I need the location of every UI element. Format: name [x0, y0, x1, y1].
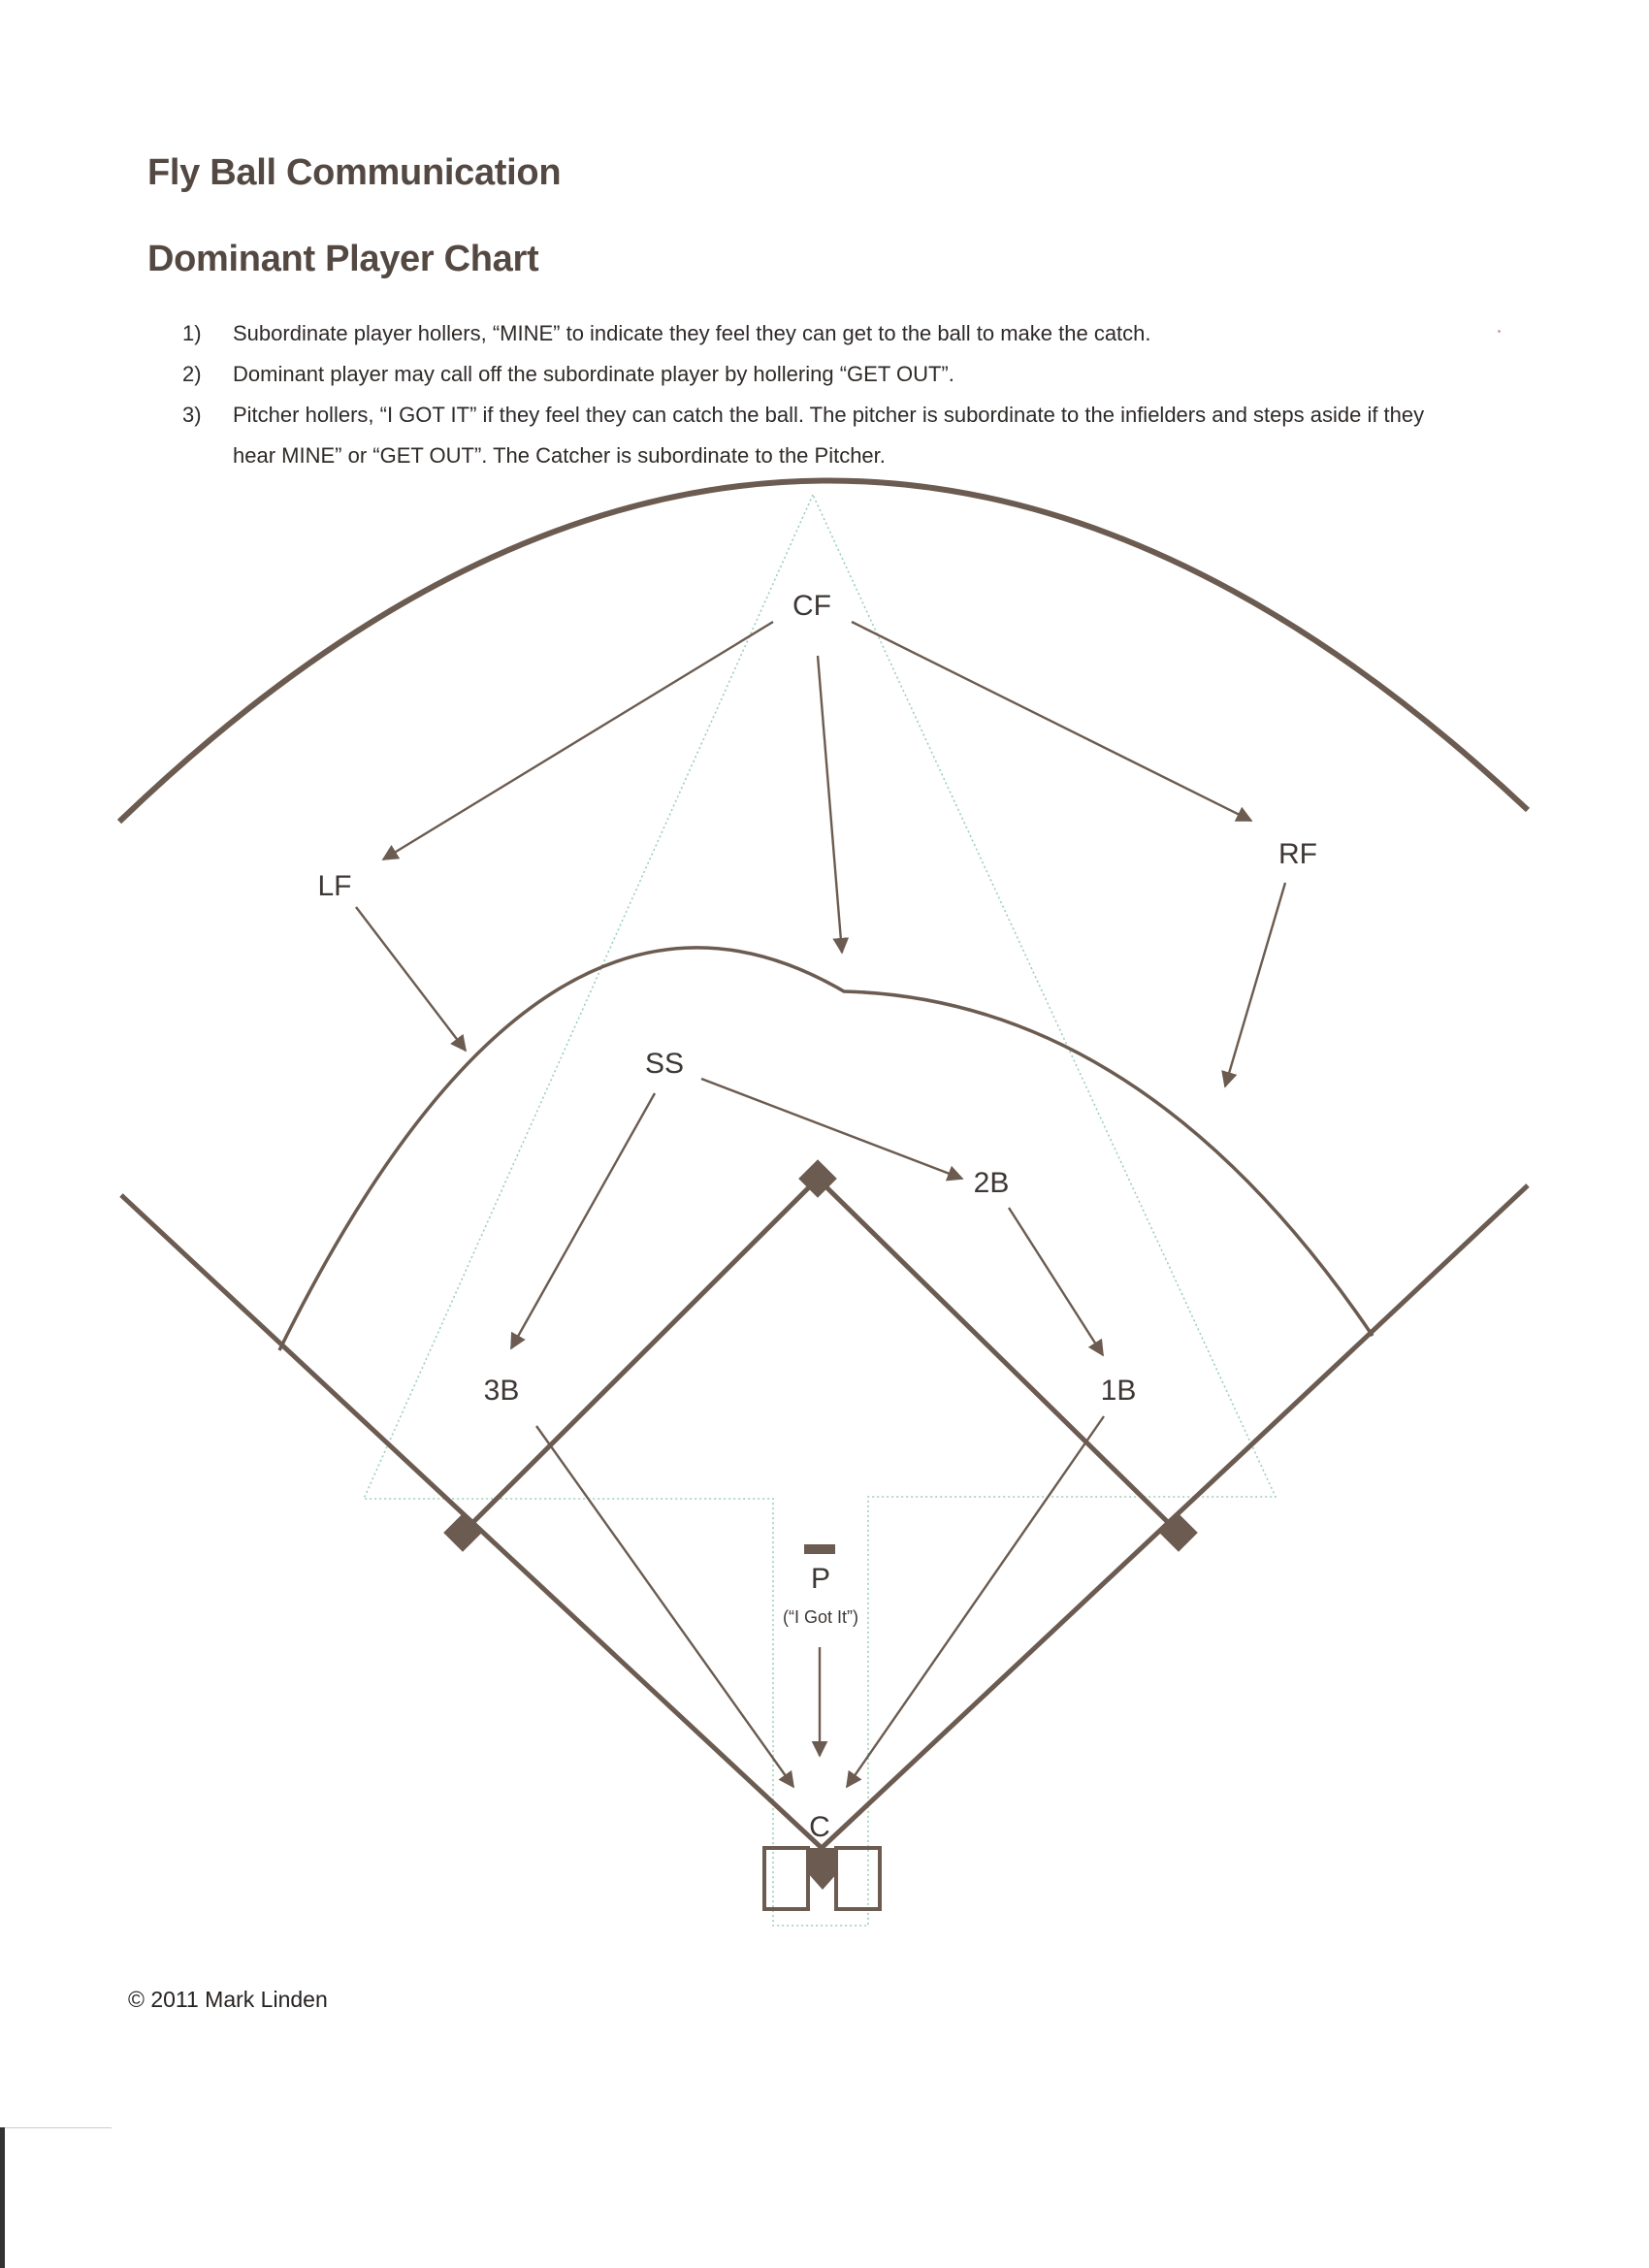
label-ss: SS: [644, 1048, 685, 1080]
arrow-2b-1b: [1009, 1208, 1103, 1355]
label-lf: LF: [317, 870, 352, 902]
rule-text: Dominant player may call off the subordinate player by hollering “GET OUT”.: [233, 362, 954, 386]
outfield-fence: [119, 480, 1528, 822]
scan-border-top: [5, 2127, 112, 2128]
label-c: C: [809, 1811, 830, 1843]
arrow-3b-c: [536, 1426, 793, 1787]
arrow-cf-lf: [383, 622, 773, 859]
arrow-ss-3b: [511, 1093, 655, 1348]
basepath-3b-2b: [463, 1179, 818, 1533]
document-subtitle: Dominant Player Chart: [147, 239, 539, 279]
rule-number: 3): [182, 403, 202, 427]
document-title: Fly Ball Communication: [147, 152, 562, 193]
label-cf: CF: [792, 590, 831, 622]
arrow-lf-infield: [356, 907, 466, 1051]
infield-arc: [279, 948, 1373, 1350]
label-3b: 3B: [483, 1375, 520, 1407]
label-2b: 2B: [973, 1167, 1010, 1199]
scan-border-left: [0, 2127, 5, 2268]
label-rf: RF: [1278, 838, 1317, 870]
arrow-1b-c: [847, 1416, 1104, 1787]
basepath-2b-1b: [818, 1179, 1179, 1533]
rule-text: Pitcher hollers, “I GOT IT” if they feel they can catch the ball. The pitcher is subordinate to the infielders and steps aside if they hear MINE” or “GET OUT”. The Catcher is subordinate to the Pitcher.: [233, 403, 1425, 468]
copyright-footer: © 2011 Mark Linden: [128, 1987, 328, 2012]
arrow-cf-center: [818, 656, 842, 953]
rule-number: 2): [182, 362, 202, 386]
home-plate-icon: [807, 1848, 838, 1890]
label-p: P: [810, 1563, 831, 1595]
arrow-ss-2b: [701, 1079, 962, 1179]
label-pitcher-call: (“I Got It”): [783, 1607, 858, 1627]
arrow-cf-rf: [852, 622, 1251, 821]
pitcher-rubber-icon: [804, 1544, 835, 1554]
label-1b: 1B: [1100, 1375, 1137, 1407]
rule-text: Subordinate player hollers, “MINE” to indicate they feel they can get to the ball to make the catch.: [233, 321, 1151, 345]
rule-number: 1): [182, 321, 202, 345]
arrow-rf-infield: [1225, 883, 1285, 1086]
